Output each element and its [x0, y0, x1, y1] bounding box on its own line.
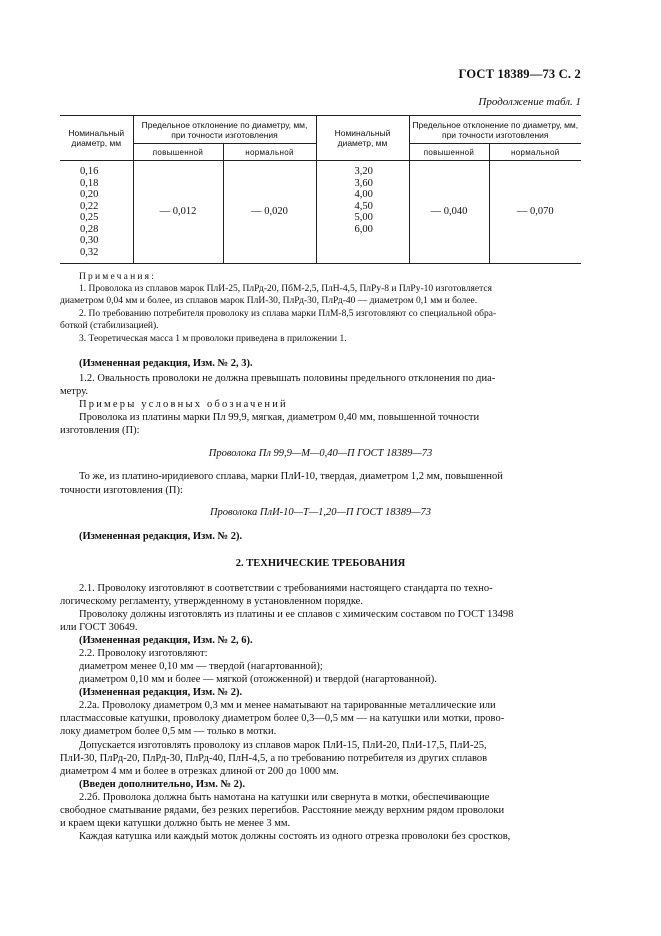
col-header-nominal-right: Номинальный диаметр, мм [316, 116, 409, 161]
paragraph-2-2b-line-3: и краем щеки катушки должно быть не менее 3 мм. [60, 818, 291, 829]
amendment-note: (Измененная редакция, Изм. № 2). [79, 531, 243, 542]
note-2-line-2: боткой (стабилизацией). [60, 321, 159, 331]
paragraph-2-2b-line-2: свободное сматывание рядами, без резких перегибов. Расстояние между верхним рядом проволоки [60, 805, 505, 816]
paragraph-1-2-line-1: 1.2. Овальность проволоки не должна превышать половины предельного отклонения по диа- [79, 373, 496, 384]
example-2-line-1: То же, из платино-иридиевого сплава, марки ПлИ-10, твердая, диаметром 1,2 мм, повышенной [79, 471, 503, 482]
paragraph-2-2b-line-1: 2.2б. Проволока должна быть намотана на катушки или свернута в мотки, обеспечивающие [79, 792, 490, 803]
section-2-heading: 2. ТЕХНИЧЕСКИЕ ТРЕБОВАНИЯ [235, 558, 406, 569]
page-header: ГОСТ 18389—73 С. 2 [458, 67, 581, 81]
paragraph-2-1-line-2: логическому регламенту, утвержденному в установленном порядке. [60, 596, 363, 607]
paragraph-2-2a-line-1: 2.2а. Проволоку диаметром 0,3 мм и менее наматывают на тарированные металлические или [79, 700, 496, 711]
subheader-normal-right: нормальной [489, 144, 581, 161]
deviation-high-left: — 0,012 [133, 161, 223, 264]
amendment-note: (Введен дополнительно, Изм. № 2). [79, 779, 246, 790]
amendment-note: (Измененная редакция, Изм. № 2, 6). [79, 635, 253, 646]
table-continuation-label: Продолжение табл. 1 [478, 96, 581, 108]
paragraph-2-1-line-1: 2.1. Проволоку изготовляют в соответствии с требованиями настоящего стандарта по техно- [79, 583, 493, 594]
example-2-line-2: точности изготовления (П): [60, 485, 183, 496]
notes-title: Примечания: [79, 272, 157, 282]
note-2-line-1: 2. По требованию потребителя проволоку из сплава марки ПлМ-8,5 изготовляют со специальной обра- [79, 309, 497, 319]
paragraph-2-2a-line-2: пластмассовые катушки, проволоку диаметром более 0,3—0,5 мм — на катушки или мотки, прово- [60, 713, 505, 724]
amendment-note: (Измененная редакция, Изм. № 2, 3). [79, 358, 253, 369]
paragraph-2-2-line-1: 2.2. Проволоку изготовляют: [79, 648, 208, 659]
note-3: 3. Теоретическая масса 1 м проволоки приведена в приложении 1. [79, 334, 347, 344]
diameters-left: 0,16 0,18 0,20 0,22 0,25 0,28 0,30 0,32 [60, 161, 133, 264]
examples-title: Примеры условных обозначений [79, 399, 288, 410]
deviation-high-right: — 0,040 [409, 161, 489, 264]
example-1-line-1: Проволока из платины марки Пл 99,9, мягкая, диаметром 0,40 мм, повышенной точности [79, 412, 480, 423]
col-header-deviation-left: Предельное отклонение по диаметру, мм, при точности изготовления [133, 116, 316, 144]
subheader-high-left: повышенной [133, 144, 223, 161]
paragraph-2-2a-line-5: ПлИ-30, ПлРд-20, ПлРд-30, ПлРд-40, ПлН-4,5, а по требованию потребителя из других сплавов [60, 753, 488, 764]
paragraph-2-2a-line-6: диаметром 4 мм и более в отрезках длиной от 200 до 1000 мм. [60, 766, 339, 777]
paragraph-1-2-line-2: метру. [60, 386, 88, 397]
paragraph-2-1-line-4: или ГОСТ 30649. [60, 622, 138, 633]
subheader-normal-left: нормальной [223, 144, 316, 161]
deviation-normal-right: — 0,070 [489, 161, 581, 264]
deviation-normal-left: — 0,020 [223, 161, 316, 264]
col-header-deviation-right: Предельное отклонение по диаметру, мм, при точности изготовления [409, 116, 581, 144]
paragraph-2-2-line-2: диаметром менее 0,10 мм — твердой (нагартованной); [79, 661, 323, 672]
note-1-line-2: диаметром 0,04 мм и более, из сплавов марок ПлИ-30, ПлРд-30, ПлРд-40 — диаметром 0,1 мм и более. [60, 296, 478, 306]
paragraph-2-2b-line-4: Каждая катушка или каждый моток должны состоять из одного отрезка проволоки без сростков, [79, 831, 511, 842]
example-1-designation: Проволока Пл 99,9—М—0,40—П ГОСТ 18389—73 [208, 448, 433, 459]
col-header-nominal-left: Номинальный диаметр, мм [60, 116, 133, 161]
paragraph-2-1-line-3: Проволоку должны изготовлять из платины и ее сплавов с химическим составом по ГОСТ 13498 [79, 609, 514, 620]
diameter-tolerance-table [60, 115, 581, 264]
paragraph-2-2a-line-3: локу диаметром более 0,5 мм — только в мотки. [60, 726, 277, 737]
example-1-line-2: изготовления (П): [60, 425, 140, 436]
subheader-high-right: повышенной [409, 144, 489, 161]
paragraph-2-2a-line-4: Допускается изготовлять проволоку из сплавов марок ПлИ-15, ПлИ-20, ПлИ-17,5, ПлИ-25, [79, 740, 487, 751]
amendment-note: (Измененная редакция, Изм. № 2). [79, 687, 243, 698]
example-2-designation: Проволока ПлИ-10—Т—1,20—П ГОСТ 18389—73 [209, 507, 432, 518]
diameters-right: 3,20 3,60 4,00 4,50 5,00 6,00 [316, 161, 409, 264]
note-1-line-1: 1. Проволока из сплавов марок ПлИ-25, ПлРд-20, ПбМ-2,5, ПлН-4,5, ПлРу-8 и ПлРу-10 изготовляется [79, 284, 492, 294]
paragraph-2-2-line-3: диаметром 0,10 мм и более — мягкой (отожженной) и твердой (нагартованной). [79, 674, 437, 685]
